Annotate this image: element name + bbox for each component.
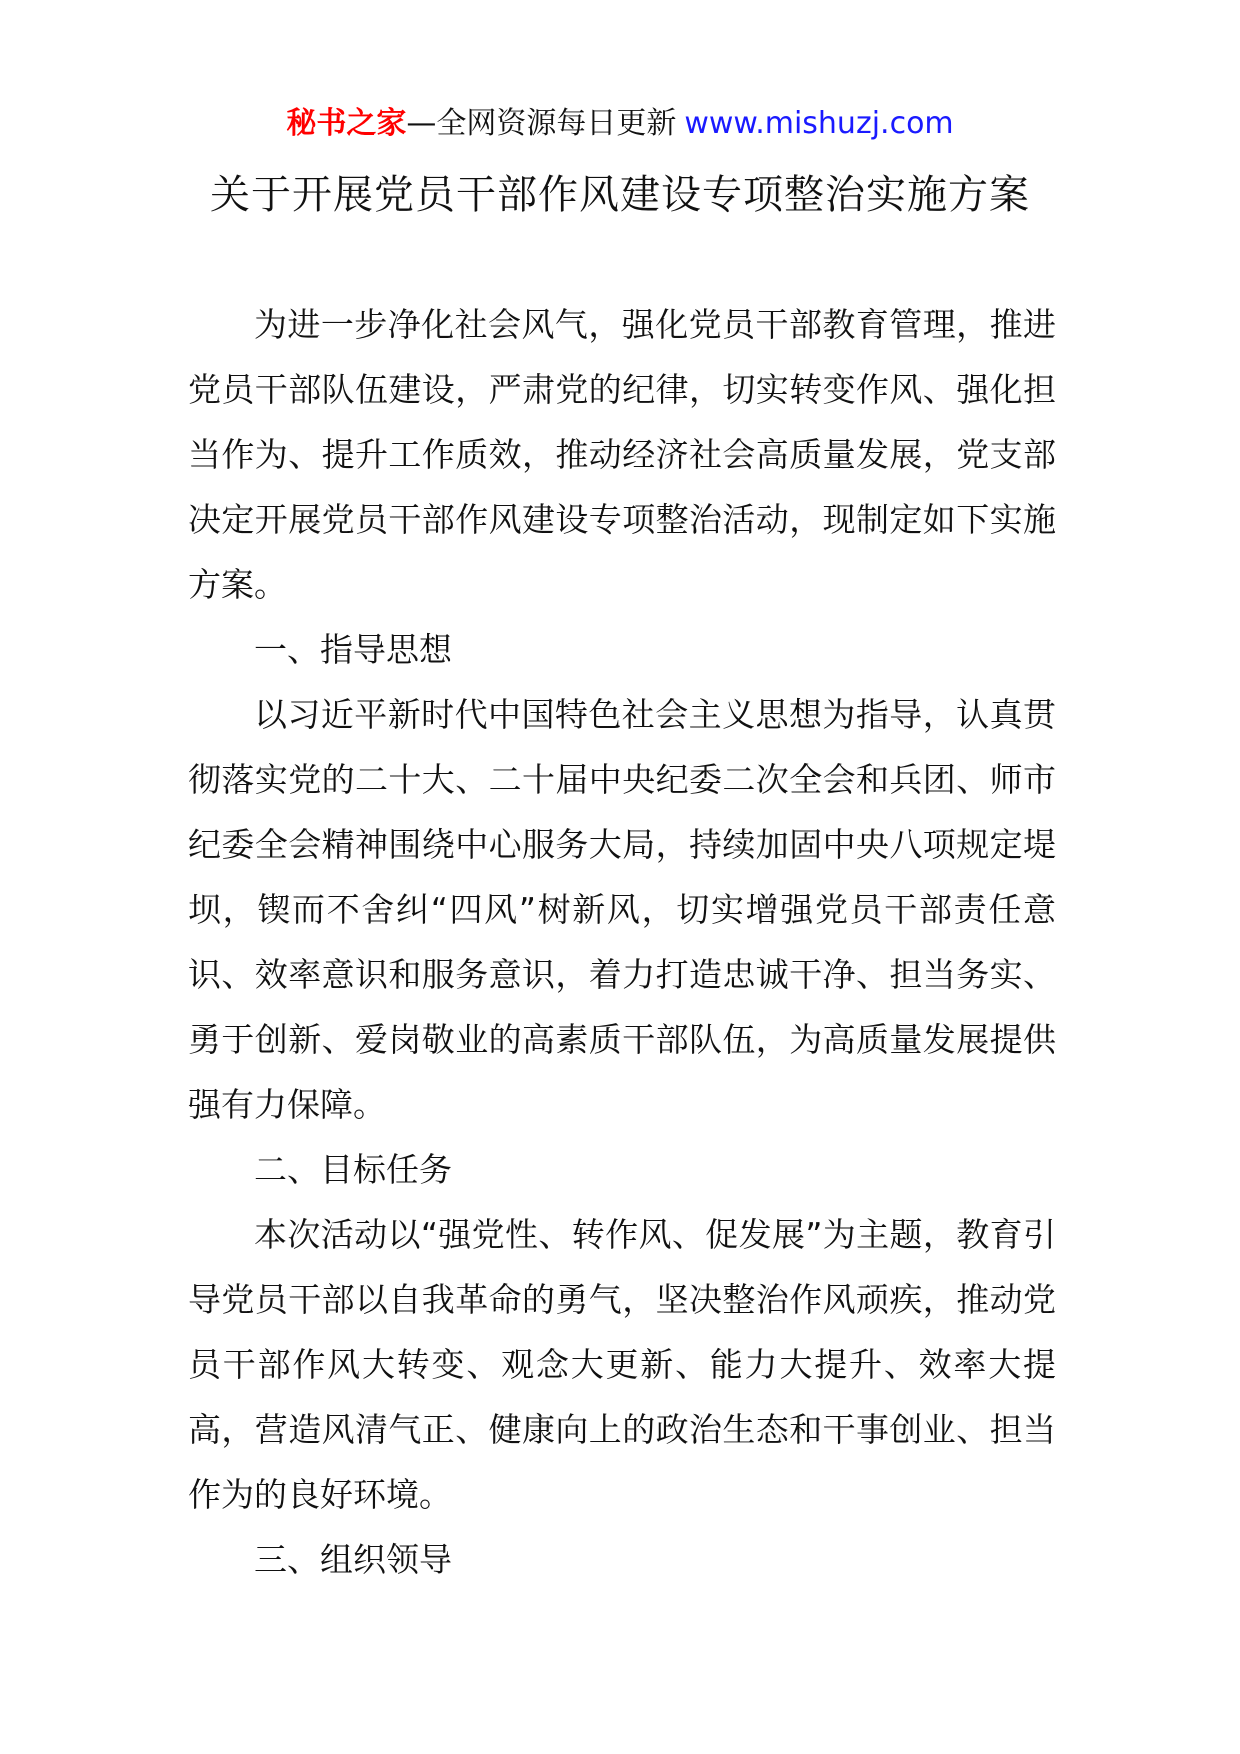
brand-name: 秘书之家 (286, 106, 407, 141)
watermark-header (0, 104, 1240, 144)
section-heading-guiding-ideology: 一、指导思想 (254, 630, 452, 669)
document-body (188, 292, 1056, 1592)
guiding-ideology-paragraph: 以习近平新时代中国特色社会主义思想为指导，认真贯彻落实党的二十大、二十届中央纪委二次全会和兵团、师市纪委全会精神围绕中心服务大局，持续加固中央八项规定堤坝，锲而不舍纠“四风”树新风，切实增强党员干部责任意识、效率意识和服务意识，着力打造忠诚干净、担当务实、勇于创新、爱岗敬业的高素质干部队伍，为高质量发展提供强有力保障。 (188, 695, 1056, 1124)
section-heading-organization: 三、组织领导 (254, 1540, 452, 1579)
section-heading-goals-tasks: 二、目标任务 (254, 1150, 452, 1189)
site-url-link[interactable]: www.mishuzj.com (684, 106, 954, 141)
goals-tasks-paragraph: 本次活动以“强党性、转作风、促发展”为主题，教育引导党员干部以自我革命的勇气，坚决整治作风顽疾，推动党员干部作风大转变、观念大更新、能力大提升、效率大提高，营造风清气正、健康向上的政治生态和干事创业、担当作为的良好环境。 (188, 1215, 1056, 1514)
document-title: 关于开展党员干部作风建设专项整治实施方案 (210, 172, 1030, 218)
brand-tagline: —全网资源每日更新 (406, 106, 677, 141)
intro-paragraph: 为进一步净化社会风气，强化党员干部教育管理，推进党员干部队伍建设，严肃党的纪律，切实转变作风、强化担当作为、提升工作质效，推动经济社会高质量发展，党支部决定开展党员干部作风建设专项整治活动，现制定如下实施方案。 (188, 305, 1056, 604)
